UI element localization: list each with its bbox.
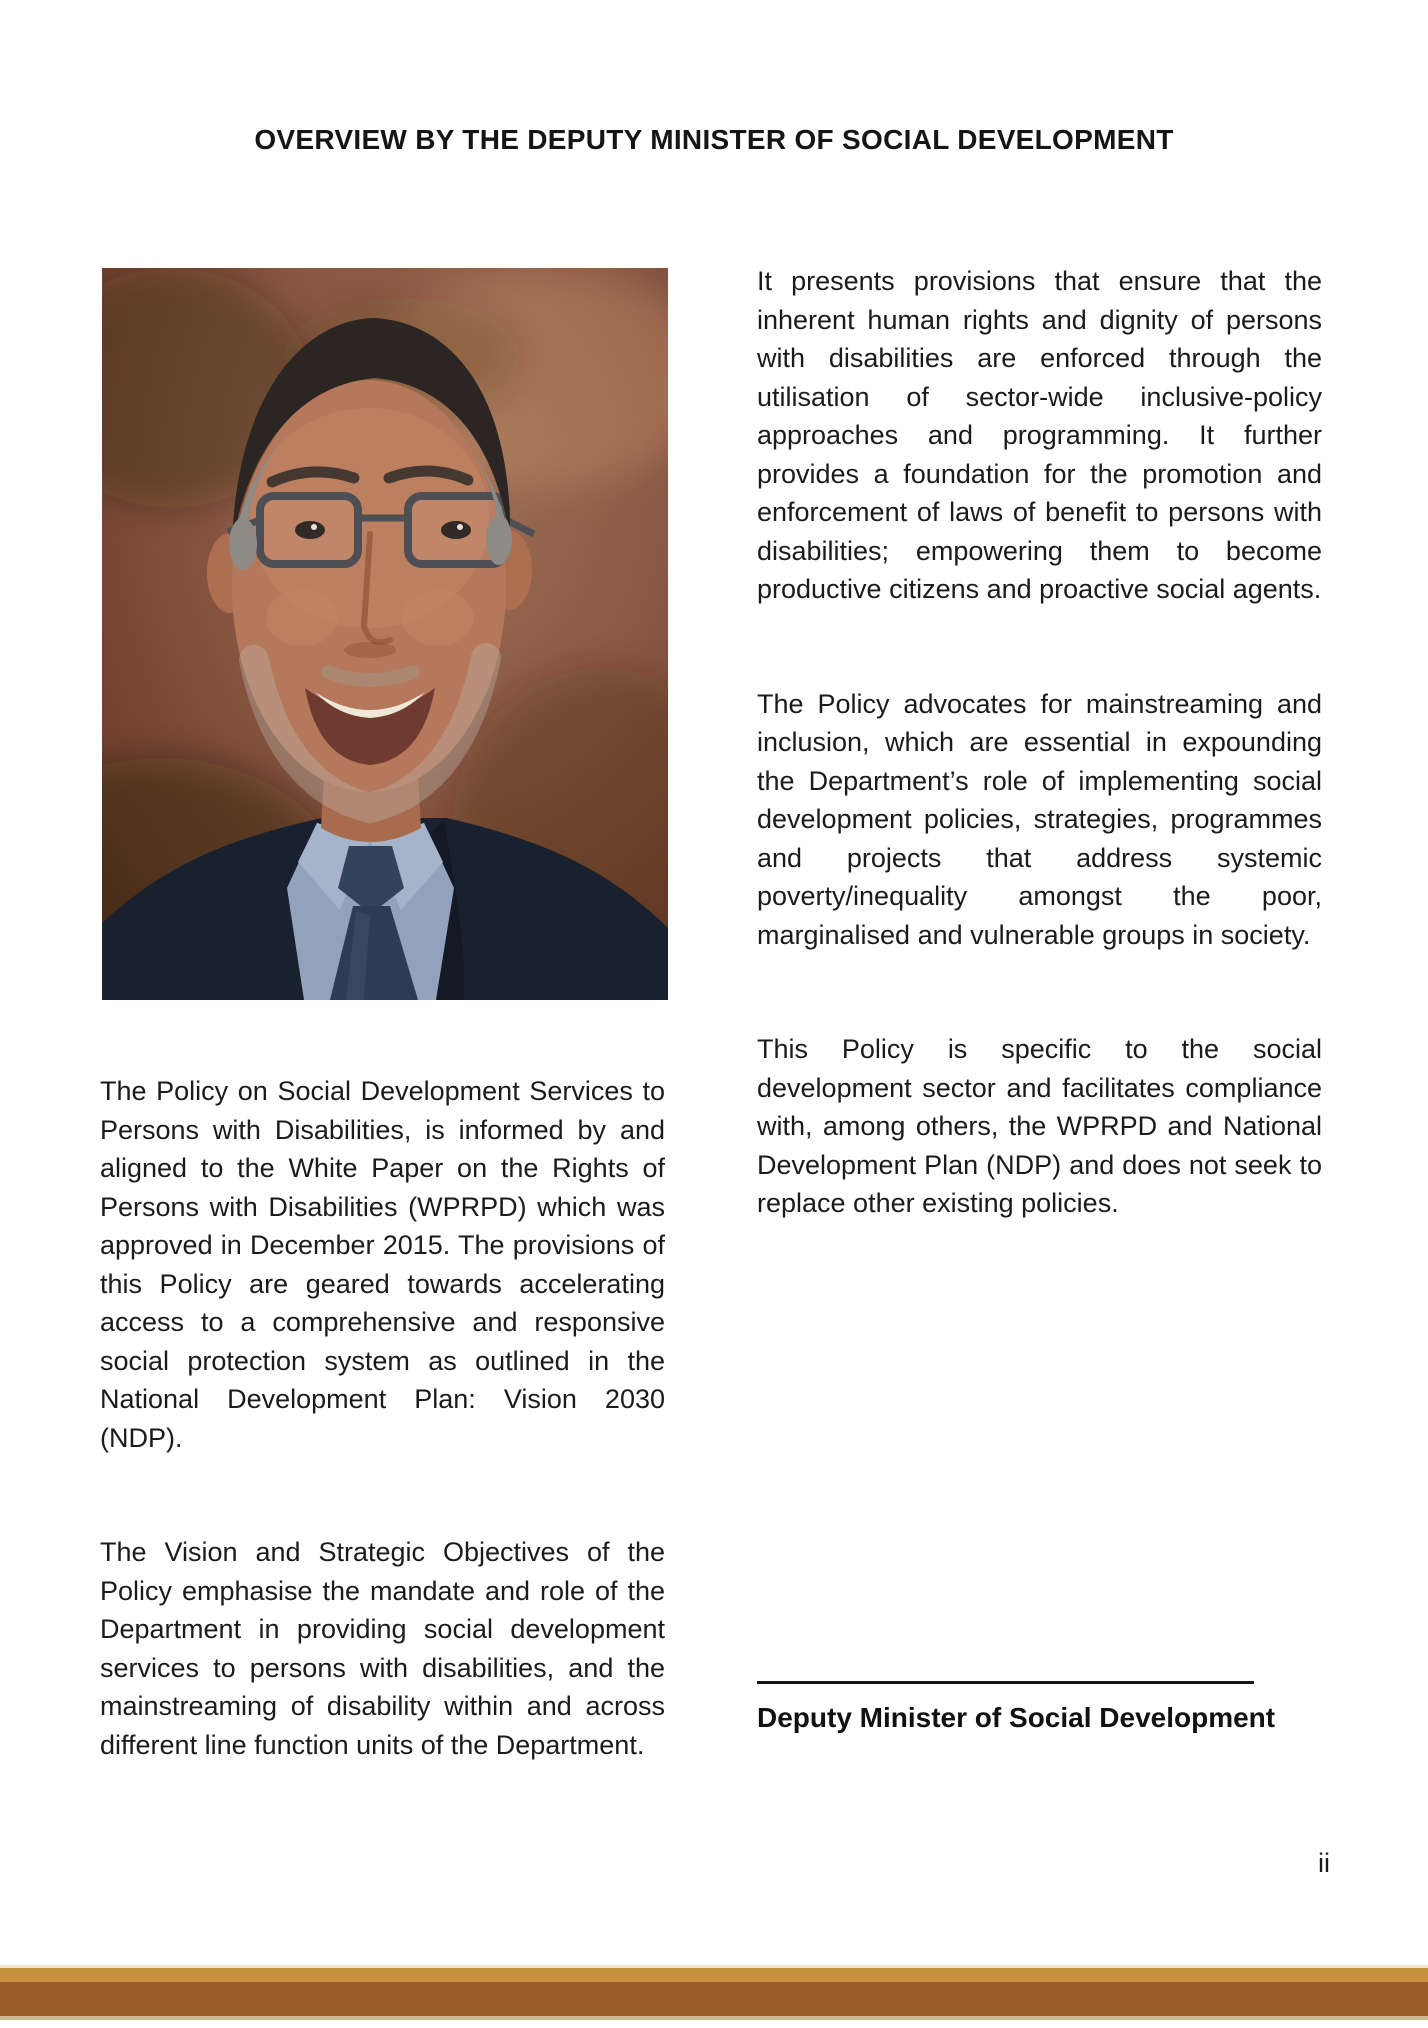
body-paragraph: It presents provisions that ensure that the inherent human rights and dignity of persons with disabilities are enforced through the utilisation of sector-wide inclusive-policy approaches and programming. It further provides a foundation for the promotion and enforcement of laws of benefit to persons with disabilities; empowering them to become productive citizens and proactive social agents. [757, 266, 1322, 604]
page-number: ii [1318, 1848, 1330, 1878]
signature-title: Deputy Minister of Social Development [757, 1702, 1276, 1733]
footer-orange-bar [0, 1968, 1428, 1982]
body-paragraph: The Policy advocates for mainstreaming and inclusion, which are essential in expounding the Department’s role of implementing social development policies, strategies, programmes and projects that address systemic poverty/inequality amongst the poor, marginalised and vulnerable groups in society. [757, 688, 1322, 950]
signature-line [757, 1681, 1254, 1684]
footer-brown-bar [0, 1982, 1428, 2016]
signature-block [757, 1681, 1322, 1734]
portrait-moustache [328, 672, 413, 680]
body-paragraph: The Policy on Social Development Services to Persons with Disabilities, is informed by and aligned to the White Paper on the Rights of Persons with Disabilities (WPRPD) which was approved in December 2015. The provisions of this Policy are geared towards accelerating access to a comprehensive and responsive social protection system as outlined in the National Development Plan: Vision 2030 (NDP). [100, 1076, 665, 1453]
right-column [757, 262, 1322, 1223]
portrait-illustration [102, 268, 668, 1000]
body-paragraph: The Vision and Strategic Objectives of the Policy emphasise the mandate and role of the Department in providing social development services to persons with disabilities, and the mainstreaming of disability within and across different line function units of the Department. [100, 1537, 665, 1760]
deputy-minister-portrait [102, 268, 668, 1000]
body-paragraph: This Policy is specific to the social development sector and facilitates compliance with, among others, the WPRPD and National Development Plan (NDP) and does not seek to replace other existing policies. [757, 1034, 1322, 1218]
left-column [100, 1072, 665, 1764]
page-title: OVERVIEW BY THE DEPUTY MINISTER OF SOCIAL DEVELOPMENT [254, 124, 1174, 155]
footer-tan-line [0, 2016, 1428, 2020]
